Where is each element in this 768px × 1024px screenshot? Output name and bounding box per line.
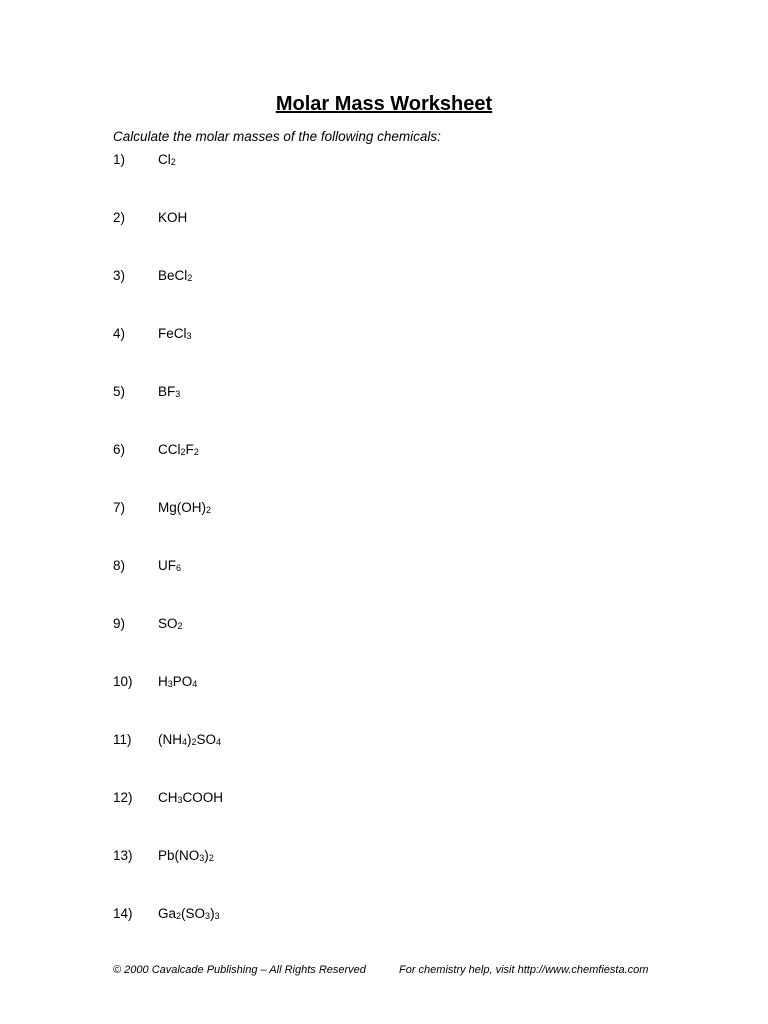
formula-subscript: 2 bbox=[170, 157, 176, 167]
formula-subscript: 2 bbox=[177, 621, 183, 631]
problem-number: 4) bbox=[113, 326, 126, 341]
chemical-formula bbox=[158, 383, 180, 403]
formula-text: FeCl bbox=[158, 326, 187, 341]
problem-number: 2) bbox=[113, 210, 126, 225]
problem-number: 11) bbox=[113, 732, 132, 747]
problem-item bbox=[0, 731, 768, 749]
formula-text: H bbox=[158, 674, 168, 689]
formula-subscript: 4 bbox=[182, 737, 188, 747]
formula-subscript: 3 bbox=[199, 853, 205, 863]
problem-number: 12) bbox=[113, 790, 133, 805]
formula-subscript: 3 bbox=[167, 679, 173, 689]
problem-number: 1) bbox=[113, 152, 126, 167]
formula-text: CH bbox=[158, 790, 178, 805]
formula-text: (NH bbox=[158, 732, 182, 747]
formula-text: KOH bbox=[158, 210, 188, 225]
formula-subscript: 2 bbox=[180, 447, 186, 457]
formula-text: SO bbox=[158, 616, 178, 631]
formula-text: F bbox=[185, 442, 194, 457]
formula-subscript: 2 bbox=[187, 273, 193, 283]
problem-number: 10) bbox=[113, 674, 133, 689]
problem-item bbox=[0, 789, 768, 807]
formula-text: UF bbox=[158, 558, 176, 573]
chemical-formula bbox=[158, 267, 192, 287]
problem-number: 14) bbox=[113, 906, 133, 921]
problem-number: 3) bbox=[113, 268, 126, 283]
instructions-text: Calculate the molar masses of the following chemicals: bbox=[113, 129, 441, 144]
problem-number: 5) bbox=[113, 384, 126, 399]
formula-text: BF bbox=[158, 384, 176, 399]
problem-number: 6) bbox=[113, 442, 126, 457]
formula-subscript: 4 bbox=[192, 679, 198, 689]
formula-subscript: 2 bbox=[191, 737, 197, 747]
problem-item bbox=[0, 905, 768, 923]
problem-item bbox=[0, 499, 768, 517]
formula-subscript: 2 bbox=[208, 853, 214, 863]
chemical-formula bbox=[158, 325, 192, 345]
formula-text: (SO bbox=[181, 906, 206, 921]
problem-item bbox=[0, 615, 768, 633]
formula-text: COOH bbox=[182, 790, 224, 805]
problem-number: 13) bbox=[113, 848, 133, 863]
formula-text: ) bbox=[210, 906, 215, 921]
formula-subscript: 2 bbox=[176, 911, 182, 921]
formula-subscript: 3 bbox=[177, 795, 183, 805]
chemical-formula bbox=[158, 905, 220, 925]
chemical-formula bbox=[158, 151, 176, 171]
formula-subscript: 6 bbox=[176, 563, 182, 573]
problem-item bbox=[0, 383, 768, 401]
chemical-formula bbox=[158, 731, 221, 751]
help-footer: For chemistry help, visit http://www.chemfiesta.com bbox=[399, 964, 649, 976]
formula-text: PO bbox=[172, 674, 193, 689]
problem-item bbox=[0, 267, 768, 285]
formula-text: CCl bbox=[158, 442, 181, 457]
problem-item bbox=[0, 441, 768, 459]
formula-subscript: 3 bbox=[205, 911, 211, 921]
formula-text: Ga bbox=[158, 906, 177, 921]
problem-item bbox=[0, 325, 768, 343]
chemical-formula bbox=[158, 557, 181, 577]
formula-subscript: 4 bbox=[216, 737, 222, 747]
copyright-footer: © 2000 Cavalcade Publishing – All Rights Reserved bbox=[113, 964, 366, 976]
formula-subscript: 2 bbox=[206, 505, 212, 515]
problem-number: 7) bbox=[113, 500, 126, 515]
formula-text: Mg(OH) bbox=[158, 500, 206, 515]
formula-subscript: 3 bbox=[175, 389, 181, 399]
chemical-formula bbox=[158, 499, 211, 519]
problem-item bbox=[0, 209, 768, 227]
formula-text: Pb(NO bbox=[158, 848, 200, 863]
chemical-formula bbox=[158, 847, 214, 867]
chemical-formula bbox=[158, 673, 197, 693]
page-title: Molar Mass Worksheet bbox=[275, 93, 493, 115]
problem-number: 8) bbox=[113, 558, 126, 573]
formula-text: SO bbox=[196, 732, 217, 747]
formula-subscript: 3 bbox=[214, 911, 220, 921]
formula-subscript: 3 bbox=[186, 331, 192, 341]
problem-item bbox=[0, 151, 768, 169]
chemical-formula bbox=[158, 789, 223, 809]
chemical-formula bbox=[158, 615, 183, 635]
problem-number: 9) bbox=[113, 616, 126, 631]
formula-text: Cl bbox=[158, 152, 171, 167]
formula-text: BeCl bbox=[158, 268, 188, 283]
problem-item bbox=[0, 673, 768, 691]
formula-subscript: 2 bbox=[193, 447, 199, 457]
problem-item bbox=[0, 557, 768, 575]
chemical-formula bbox=[158, 441, 199, 461]
formula-text: ) bbox=[187, 732, 192, 747]
formula-text: ) bbox=[204, 848, 209, 863]
problem-item bbox=[0, 847, 768, 865]
chemical-formula bbox=[158, 209, 187, 227]
